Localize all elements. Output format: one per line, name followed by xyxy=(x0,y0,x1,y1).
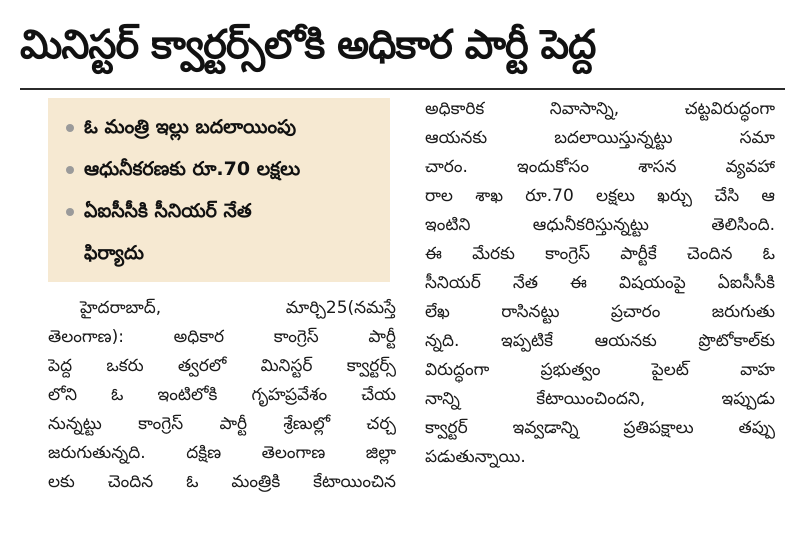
highlight-text: ఆధునీకరణకు రూ.70 లక్షలు xyxy=(84,158,301,180)
bullet-icon xyxy=(66,124,74,132)
bullet-icon xyxy=(66,166,74,174)
body-line: లకు చెందిన ఓ మంత్రికి కేటాయించిన xyxy=(48,472,396,492)
highlight-item xyxy=(66,116,296,143)
body-line: సీనియర్ నేత ఈ విషయంపై ఏఐసీసీకి xyxy=(425,273,775,293)
body-line: న్నది. ఇప్పటికే ఆయనకు ప్రొటోకాల్‌కు xyxy=(425,331,775,351)
headline-rule xyxy=(20,88,785,90)
body-line: ఇంటిని ఆధునీకరిస్తున్నట్టు తెలిసింది. xyxy=(425,215,775,235)
body-line: తెలంగాణ): అధికార కాంగ్రెస్ పార్టీ xyxy=(48,327,396,347)
body-column-right xyxy=(425,95,775,472)
highlight-item xyxy=(66,158,300,185)
body-line: క్వార్టర్ ఇవ్వడాన్ని ప్రతిపక్షాలు తప్పు xyxy=(425,418,775,438)
highlight-text: ఏఐసీసీకి సీనియర్ నేత xyxy=(84,200,252,222)
body-line: అధికారిక నివాసాన్ని, చట్టవిరుద్ధంగా xyxy=(425,99,775,119)
body-column-left xyxy=(48,294,396,497)
highlight-text: ఓ మంత్రి ఇల్లు బదలాయింపు xyxy=(84,116,297,138)
body-line: ఈ మేరకు కాంగ్రెస్ పార్టీకే చెందిన ఓ xyxy=(425,244,775,264)
highlight-item-continued: ఫిర్యాదు xyxy=(84,242,145,264)
headline: మినిస్టర్ క్వార్టర్స్‌లోకి అధికార పార్టీ పెద్ద xyxy=(20,22,596,68)
body-line: చారం. ఇందుకోసం శాసన వ్యవహా xyxy=(425,157,775,177)
body-line: విరుద్ధంగా ప్రభుత్వం పైలట్ వాహ xyxy=(425,360,775,380)
body-line: పెద్ద ఒకరు త్వరలో మినిస్టర్ క్వార్టర్స్ xyxy=(48,356,396,376)
body-line: పడుతున్నాయి. xyxy=(425,447,526,467)
body-line: రాల శాఖ రూ.70 లక్షలు ఖర్చు చేసి ఆ xyxy=(425,186,775,206)
body-line: నాన్ని కేటాయించిందని, ఇప్పుడు xyxy=(425,389,775,409)
highlight-item xyxy=(66,200,252,227)
body-line: ఆయనకు బదలాయిస్తున్నట్టు సమా xyxy=(425,128,775,148)
bullet-icon xyxy=(66,208,74,216)
body-line: లోని ఓ ఇంటిలోకి గృహప్రవేశం చేయ xyxy=(48,385,396,405)
highlights-box xyxy=(48,98,390,282)
body-line: హైదరాబాద్, మార్చి25(నమస్తే xyxy=(80,298,396,318)
body-line: లేఖ రాసినట్టు ప్రచారం జరుగుతు xyxy=(425,302,775,322)
body-line: నున్నట్టు కాంగ్రెస్ పార్టీ శ్రేణుల్లో చర్చ xyxy=(48,414,396,434)
body-line: జరుగుతున్నది. దక్షిణ తెలంగాణ జిల్లా xyxy=(48,443,396,463)
